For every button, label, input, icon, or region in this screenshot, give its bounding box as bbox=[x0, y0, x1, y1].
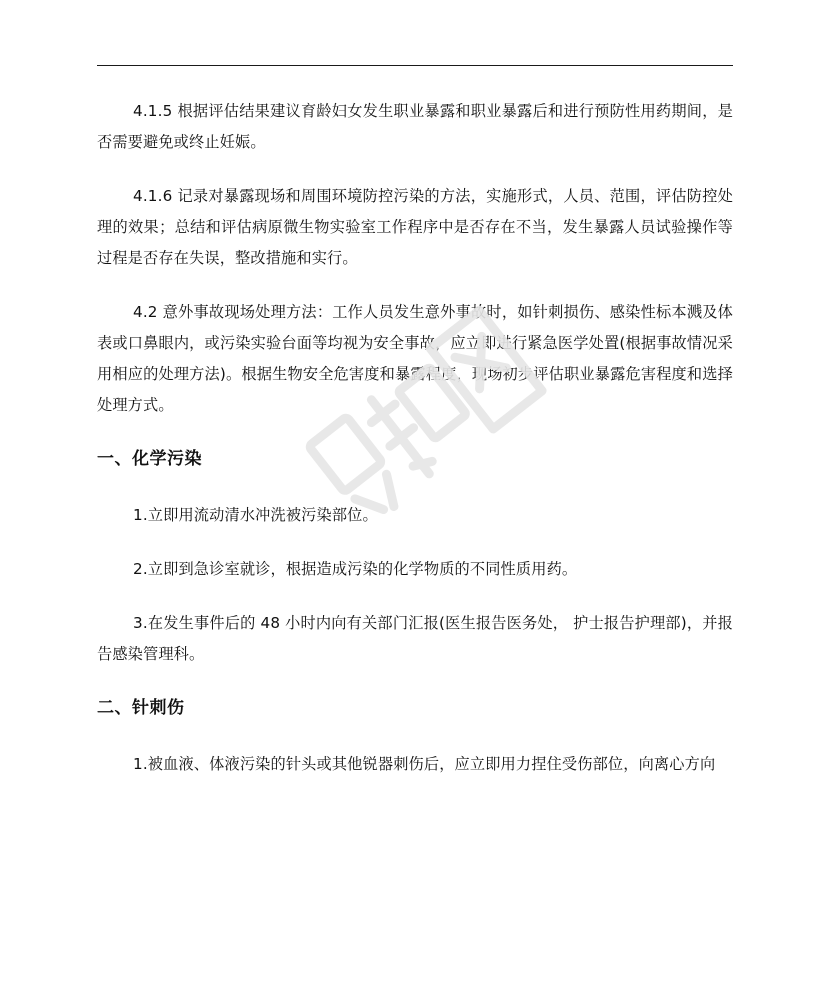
heading-chemical-pollution: 一、化学污染 bbox=[97, 449, 202, 469]
para-4-1-5: 4.1.5 根据评估结果建议育龄妇女发生职业暴露和职业暴露后和进行预防性用药期间，是否需要避免或终止妊娠。 bbox=[97, 102, 733, 151]
para-chemical-1: 1.立即用流动清水冲洗被污染部位。 bbox=[133, 506, 378, 524]
para-4-2: 4.2 意外事故现场处理方法：工作人员发生意外事故时，如针刺损伤、感染性标本溅及体表或口鼻眼内，或污染实验台面等均视为安全事故，应立即进行紧急医学处置(根据事故情况采用相应的处理方法)。根据生物安全危害度和暴露程度，现场初步评估职业暴露危害程度和选择处理方式。 bbox=[97, 303, 733, 414]
para-needle-1: 1.被血液、体液污染的针头或其他锐器刺伤后，应立即用力捏住受伤部位，向离心方向 bbox=[133, 755, 716, 773]
para-chemical-2: 2.立即到急诊室就诊，根据造成污染的化学物质的不同性质用药。 bbox=[133, 560, 578, 578]
document-body bbox=[97, 96, 733, 803]
para-4-1-6: 4.1.6 记录对暴露现场和周围环境防控污染的方法，实施形式，人员、范围，评估防控处理的效果；总结和评估病原微生物实验室工作程序中是否存在不当，发生暴露人员试验操作等过程是否存在失误，整改措施和实行。 bbox=[97, 187, 733, 267]
para-chemical-3: 3.在发生事件后的 48 小时内向有关部门汇报(医生报告医务处， 护士报告护理部)，并报告感染管理科。 bbox=[97, 614, 733, 663]
header-rule bbox=[97, 65, 733, 66]
heading-needle-injury: 二、针刺伤 bbox=[97, 698, 185, 718]
